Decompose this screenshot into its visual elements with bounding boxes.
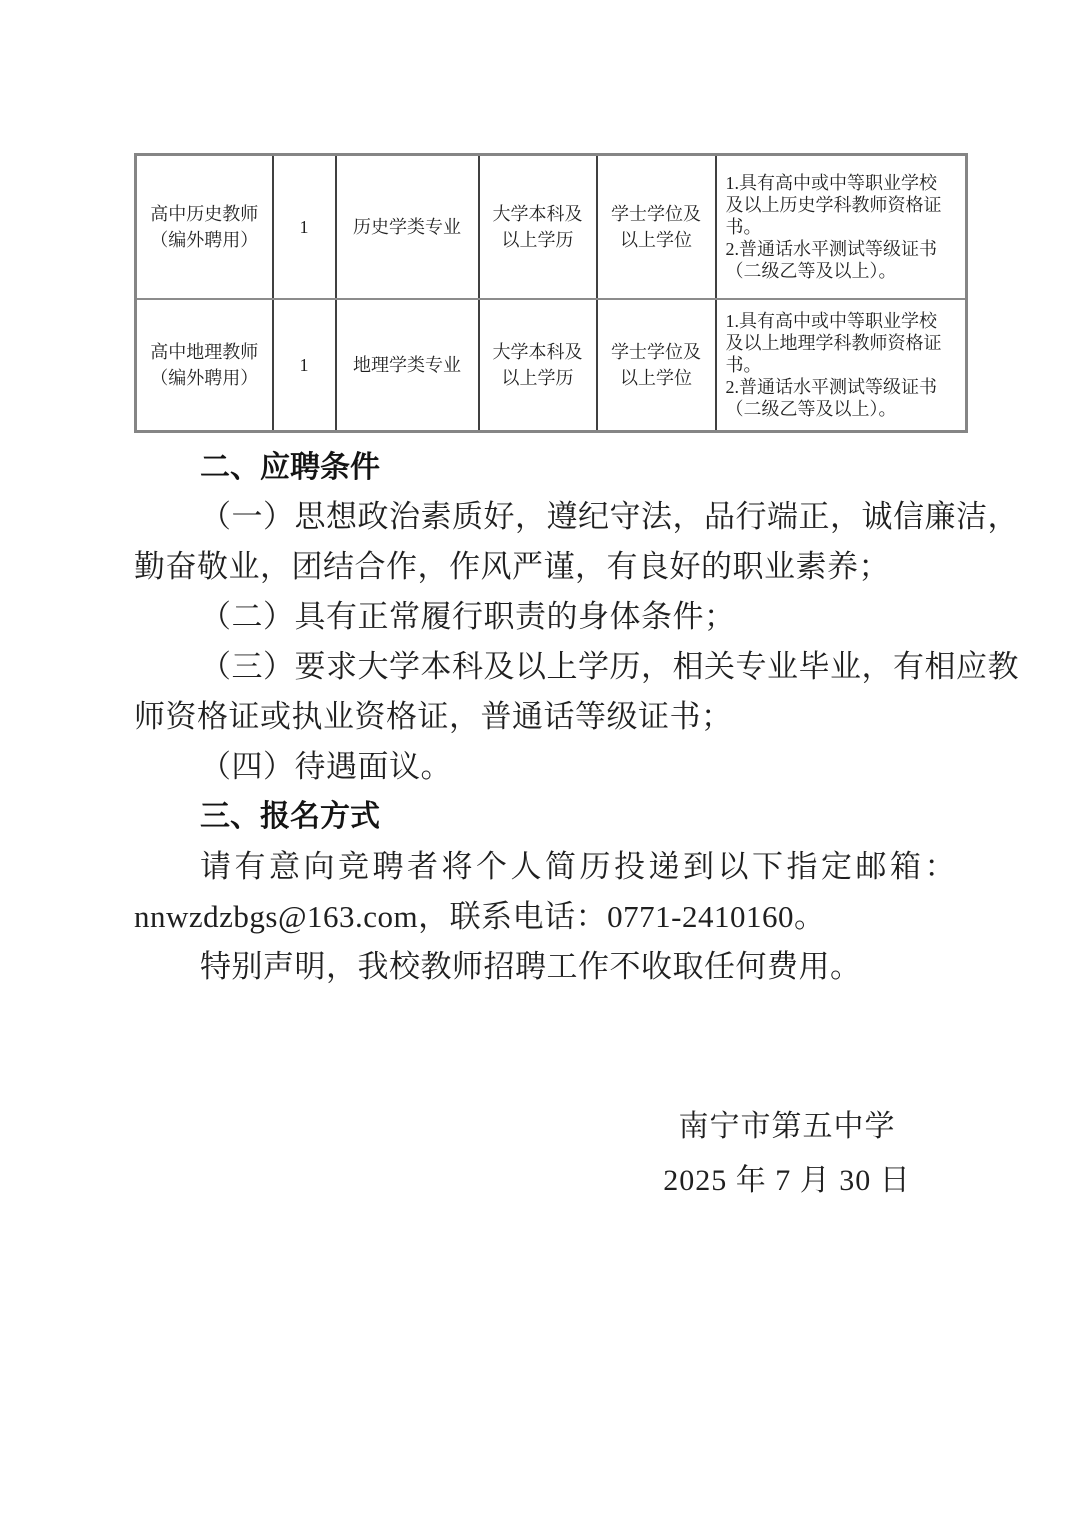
- requirement-line: （二级乙等及以上）。: [725, 399, 897, 419]
- education-line: 以上学历: [501, 368, 574, 388]
- signature-block: [637, 1100, 937, 1208]
- body-line: （三）要求大学本科及以上学历，相关专业毕业，有相应教: [200, 649, 1019, 684]
- signature-school-name: 南宁市第五中学: [678, 1110, 896, 1143]
- degree-line: 学士学位及: [611, 204, 701, 224]
- cell-major: 历史学类专业: [336, 155, 479, 300]
- cell-education: [479, 299, 597, 432]
- position-line: 高中历史教师: [150, 204, 259, 224]
- degree-line: 以上学位: [620, 368, 692, 388]
- cell-count: 1: [273, 299, 336, 432]
- body-line: 请有意向竞聘者将个人简历投递到以下指定邮箱：: [200, 849, 959, 884]
- cell-count: 1: [273, 155, 336, 300]
- body-line: 勤奋敬业，团结合作，作风严谨，有良好的职业素养；: [134, 549, 890, 584]
- education-line: 以上学历: [501, 230, 574, 250]
- degree-line: 以上学位: [620, 230, 692, 250]
- cell-requirements: [716, 299, 967, 432]
- position-table: [134, 153, 968, 433]
- requirement-line: 2.普通话水平测试等级证书: [725, 239, 937, 259]
- section-heading-apply-conditions: 二、应聘条件: [200, 451, 380, 484]
- table-row-history-teacher: [136, 155, 967, 300]
- signature-date: 2025 年 7 月 30 日: [663, 1164, 911, 1197]
- cell-position: [136, 155, 273, 300]
- education-line: 大学本科及: [492, 342, 583, 362]
- cell-education: [479, 155, 597, 300]
- cell-position: [136, 299, 273, 432]
- requirement-line: 及以上历史学科教师资格证: [725, 195, 942, 215]
- cell-degree: [597, 155, 716, 300]
- position-line: 高中地理教师: [150, 342, 259, 362]
- body-line: （一）思想政治素质好，遵纪守法，品行端正，诚信廉洁，: [200, 499, 1019, 534]
- education-line: 大学本科及: [492, 204, 583, 224]
- requirement-line: 及以上地理学科教师资格证: [725, 333, 942, 353]
- requirement-line: （二级乙等及以上）。: [725, 261, 897, 281]
- requirement-line: 1.具有高中或中等职业学校: [725, 311, 937, 331]
- body-line: 师资格证或执业资格证，普通话等级证书；: [134, 699, 733, 734]
- requirement-line: 1.具有高中或中等职业学校: [725, 173, 937, 193]
- position-line: （编外聘用）: [150, 230, 259, 250]
- degree-line: 学士学位及: [611, 342, 701, 362]
- requirement-line: 书。: [725, 217, 762, 237]
- position-line: （编外聘用）: [150, 368, 259, 388]
- contact-line: nnwzdzbgs@163.com，联系电话：0771-2410160。: [134, 899, 826, 934]
- document-content: [134, 153, 1019, 1208]
- requirement-line: 2.普通话水平测试等级证书: [725, 377, 937, 397]
- cell-degree: [597, 299, 716, 432]
- disclaimer-line: 特别声明，我校教师招聘工作不收取任何费用。: [200, 949, 862, 984]
- cell-requirements: [716, 155, 967, 300]
- body-line: （二）具有正常履行职责的身体条件；: [200, 599, 736, 634]
- table-row-geography-teacher: [136, 299, 967, 432]
- requirement-line: 书。: [725, 355, 762, 375]
- section-heading-registration: 三、报名方式: [200, 800, 380, 833]
- cell-major: 地理学类专业: [336, 299, 479, 432]
- body-line: （四）待遇面议。: [200, 749, 452, 784]
